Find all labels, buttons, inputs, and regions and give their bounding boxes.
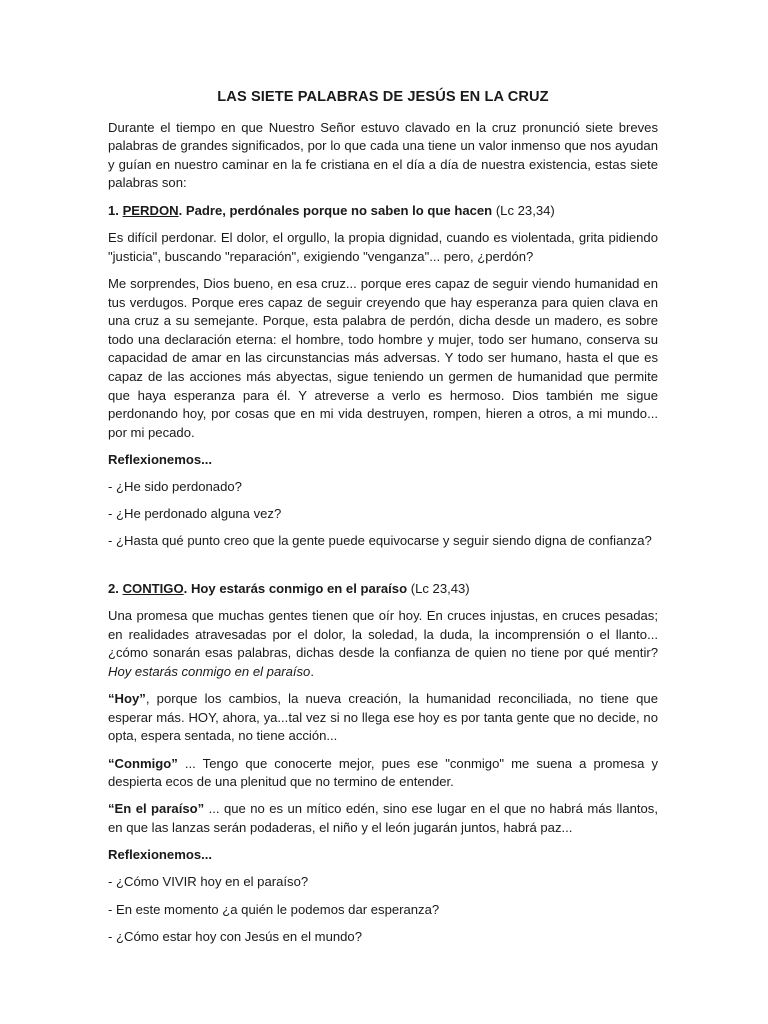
page-title: LAS SIETE PALABRAS DE JESÚS EN LA CRUZ	[217, 89, 549, 105]
section-2-phrase: . Hoy estarás conmigo en el paraíso	[183, 580, 408, 596]
intro-paragraph: Durante el tiempo en que Nuestro Señor estuvo clavado en la cruz pronunció siete breves palabras de grandes significados, por lo que cada una tiene un valor inmenso que nos ayudan y guían en nuestro caminar en la fe cristiana en el día a día de nuestra existencia, estas siete palabras son:	[108, 119, 658, 191]
section-1-paragraph-1: Es difícil perdonar. El dolor, el orgullo, la propia dignidad, cuando es violentada, grita pidiendo "justicia", buscando "reparación", exigiendo "venganza"... pero, ¿perdón?	[108, 230, 658, 264]
section-1-reflect-label: Reflexionemos...	[108, 451, 213, 467]
document-page	[108, 88, 658, 955]
section-2-conmigo-paragraph	[108, 755, 658, 792]
section-1-heading	[108, 202, 658, 221]
section-2-paraiso-paragraph	[108, 800, 658, 837]
section-2-reference: (Lc 23,43)	[407, 580, 470, 596]
section-1-word: PERDON	[122, 202, 179, 218]
section-2-question-3: - ¿Cómo estar hoy con Jesús en el mundo?	[108, 928, 362, 944]
section-2-paragraph-1-text: Una promesa que muchas gentes tienen que oír hoy. En cruces injustas, en cruces pesadas; en realidades atravesadas por el dolor, la soledad, la duda, la incomprensión o el llanto... ¿cómo sonarán esas palabras, dichas desde la confianza de quien no tiene por qué mentir?	[108, 608, 658, 661]
conmigo-label: “Conmigo”	[108, 755, 178, 771]
section-2-word: CONTIGO	[122, 580, 184, 596]
section-2-heading	[108, 580, 658, 599]
section-1-question-3: - ¿Hasta qué punto creo que la gente puede equivocarse y seguir siendo digna de confianza?	[108, 533, 652, 549]
hoy-label: “Hoy”	[108, 691, 146, 707]
section-2-paragraph-1-end: .	[310, 664, 314, 679]
section-1-question-2: - ¿He perdonado alguna vez?	[108, 506, 282, 522]
section-1-phrase: . Padre, perdónales porque no saben lo que hacen	[178, 202, 493, 218]
section-1-number: 1.	[108, 202, 123, 218]
section-1-paragraph-2: Me sorprendes, Dios bueno, en esa cruz... porque eres capaz de seguir viendo humanidad en tus verdugos. Porque eres capaz de seguir creyendo que hay esperanza para quien clava en una cruz a su semejante. Porque, esta palabra de perdón, dicha desde un madero, es sobre todo una declaración eterna: el hombre, todo hombre y mujer, todo ser humano, conserva su capacidad de amar en las circunstancias más adversas. Y todo ser humano, hasta el que es capaz de las acciones más abyectas, sigue teniendo un germen de humanidad que permite que haya esperanza para él. Y atreverse a verlo es hermoso. Dios también me sigue perdonando hoy, por cosas que en mi vida destruyen, rompen, hieren a otros, a mi mundo... por mi pecado.	[108, 275, 658, 440]
section-2-reflect-label: Reflexionemos...	[108, 847, 213, 863]
section-1-reference: (Lc 23,34)	[492, 202, 555, 218]
section-1-question-1: - ¿He sido perdonado?	[108, 479, 242, 495]
paraiso-text: ... que no es un mítico edén, sino ese lugar en el que no habrá más llantos, en que las lanzas serán podaderas, el niño y el león jugarán juntos, habrá paz...	[108, 801, 658, 835]
section-2-paragraph-1-italic: Hoy estarás conmigo en el paraíso	[108, 664, 311, 679]
section-2-hoy-paragraph	[108, 690, 658, 746]
paraiso-label: “En el paraíso”	[108, 801, 205, 817]
section-2-question-1: - ¿Cómo VIVIR hoy en el paraíso?	[108, 874, 309, 890]
section-spacer	[108, 560, 658, 580]
conmigo-text: ... Tengo que conocerte mejor, pues ese "conmigo" me suena a promesa y despierta ecos de una plenitud que no termino de entender.	[108, 755, 658, 790]
section-2-number: 2.	[108, 580, 123, 596]
section-2-question-2: - En este momento ¿a quién le podemos dar esperanza?	[108, 901, 440, 917]
section-2-paragraph-1	[108, 607, 658, 681]
hoy-text: , porque los cambios, la nueva creación, la humanidad reconciliada, no tiene que esperar más. HOY, ahora, ya...tal vez si no llega ese hoy es por tanta gente que no decide, no opta, espera sentada, no tiene acción...	[108, 691, 658, 744]
